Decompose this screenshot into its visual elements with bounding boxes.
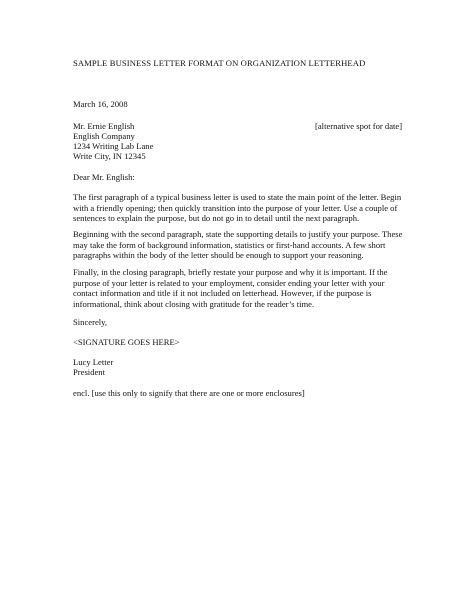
recipient-city: Write City, IN 12345 [73,151,146,161]
letter-heading: SAMPLE BUSINESS LETTER FORMAT ON ORGANIZATION LETTERHEAD [73,58,366,68]
paragraph-3-line: purpose of your letter is related to your employment, consider ending your letter with your [73,277,385,288]
paragraph-1-line: with a friendly opening; then quickly transition into the purpose of your letter. Use a couple of [73,202,398,213]
paragraph-3 [73,267,403,309]
sender-name: Lucy Letter [73,357,114,367]
recipient-street: 1234 Writing Lab Lane [73,141,154,151]
signature-placeholder: <SIGNATURE GOES HERE> [73,337,180,347]
salutation: Dear Mr. English: [73,172,135,182]
sender-title: President [73,367,105,377]
paragraph-2-line: Beginning with the second paragraph, state the supporting details to justify your purpose. These [73,229,403,239]
paragraph-2-line: paragraphs within the body of the letter should be enough to support your reasoning. [73,250,364,261]
paragraph-2-line: may take the form of background information, statistics or first-hand accounts. A few short [73,239,386,250]
paragraph-3-line: contact information and title if it not included on letterhead. However, if the purpose is [73,288,372,299]
paragraph-3-line: informational, think about closing with gratitude for the reader’s time. [73,298,315,309]
enclosure-note: encl. [use this only to signify that there are one or more enclosures] [73,388,305,398]
alternative-date-note: [alternative spot for date] [315,121,403,131]
paragraph-1-line: sentences to explain the purpose, but do not go in to detail until the next paragraph. [73,213,360,224]
letter-date: March 16, 2008 [73,99,128,109]
paragraph-1 [73,192,403,224]
paragraph-1-line: The first paragraph of a typical business letter is used to state the main point of the letter. Begin [73,192,402,202]
recipient-company: English Company [73,131,135,141]
closing: Sincerely, [73,317,108,327]
paragraph-2 [73,229,403,261]
recipient-name: Mr. Ernie English [73,121,135,131]
paragraph-3-line: Finally, in the closing paragraph, briefly restate your purpose and why it is important. If the [73,267,388,277]
